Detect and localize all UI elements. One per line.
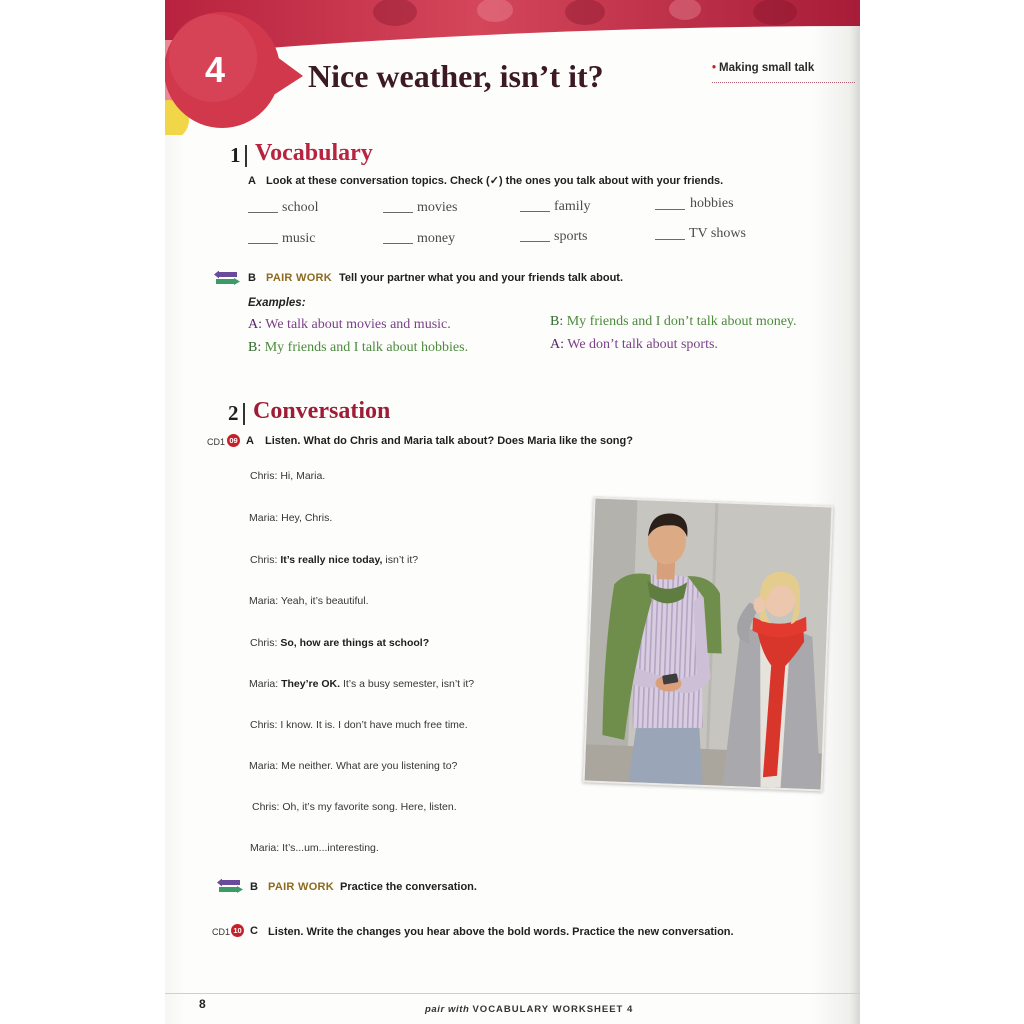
topic-item: movies <box>417 200 458 215</box>
answer-blank <box>248 243 278 244</box>
section-number-1: 1 <box>230 143 241 167</box>
photo-illustration <box>585 499 832 790</box>
dialog-line <box>249 512 332 524</box>
answer-blank <box>520 241 550 242</box>
example-text: We don’t talk about sports. <box>567 337 718 352</box>
banner-spot <box>753 0 797 25</box>
topic-item: family <box>554 199 591 214</box>
banner-spot <box>565 0 605 25</box>
worksheet-reference <box>425 1004 633 1016</box>
topic-bullet: • <box>712 62 717 74</box>
section-heading-vocabulary: Vocabulary <box>255 140 373 166</box>
answer-blank <box>655 209 685 210</box>
example-line <box>248 317 451 333</box>
dialog-text: Oh, it’s my favorite song. Here, listen. <box>282 801 457 813</box>
answer-blank <box>383 243 413 244</box>
pair-work-icon <box>216 879 244 894</box>
unit-title: Nice weather, isn’t it? <box>308 58 604 94</box>
conversation-instruction-c: Listen. Write the changes you hear above the bold words. Practice the new conversation. <box>268 926 734 938</box>
speaker-name: Chris: <box>250 637 278 649</box>
pair-work-label: PAIR WORK <box>266 272 333 284</box>
speaker-name: Maria: <box>249 678 279 690</box>
section-divider <box>243 403 245 425</box>
photo-chris-and-maria <box>583 496 834 791</box>
cd-label: CD1 <box>207 437 226 447</box>
example-line <box>248 340 468 356</box>
speaker-name: Chris: <box>252 801 280 813</box>
topic-tag-rule <box>712 82 855 83</box>
speaker-name: Chris: <box>250 719 278 731</box>
topic-label: Making small talk <box>719 62 815 74</box>
conversation-instruction-a: Listen. What do Chris and Maria talk about? Does Maria like the song? <box>265 435 633 447</box>
example-text: My friends and I talk about hobbies. <box>264 340 469 355</box>
speaker-name: Chris: <box>250 554 278 566</box>
pair-arrow-purple <box>217 879 240 887</box>
topic-item: sports <box>554 229 588 244</box>
example-speaker: B: <box>248 340 262 355</box>
unit-topic-tag <box>712 61 814 75</box>
example-text: My friends and I don’t talk about money. <box>566 314 797 329</box>
section-divider <box>245 145 247 167</box>
dialog-bold-text: They’re OK. <box>281 678 341 690</box>
vocabulary-instruction-b: Tell your partner what you and your friends talk about. <box>339 272 624 284</box>
speaker-name: Maria: <box>250 842 280 854</box>
speaker-name: Maria: <box>249 512 279 524</box>
pair-work-icon <box>213 271 241 286</box>
pair-with-label: pair with <box>425 1004 470 1015</box>
answer-blank <box>248 212 278 213</box>
dialog-line <box>250 637 429 649</box>
dialog-line <box>250 842 379 854</box>
dialog-line <box>250 554 418 566</box>
answer-blank <box>383 212 413 213</box>
dialog-text: Hey, Chris. <box>281 512 333 524</box>
track-badge: 09 <box>227 434 240 447</box>
unit-number: 4 <box>205 49 226 90</box>
pair-work-label: PAIR WORK <box>268 881 335 893</box>
dialog-line <box>249 595 369 607</box>
cd-label: CD1 <box>212 927 231 937</box>
example-speaker: A: <box>248 317 262 332</box>
dialog-bold-text: So, how are things at school? <box>280 637 430 649</box>
conversation-instruction-b: Practice the conversation. <box>340 881 477 893</box>
speaker-name: Maria: <box>249 595 279 607</box>
topic-item: music <box>282 231 316 246</box>
example-speaker: A: <box>550 337 564 352</box>
topic-item: money <box>417 231 456 246</box>
dialog-text: It’s...um...interesting. <box>282 842 379 854</box>
dialog-line <box>249 760 457 772</box>
dialog-bold-text: It’s really nice today, <box>280 554 383 566</box>
section-heading-conversation: Conversation <box>253 398 391 424</box>
dialog-text: I know. It is. I don’t have much free time. <box>280 719 468 731</box>
topic-item: TV shows <box>689 226 746 241</box>
footer-rule <box>165 993 860 994</box>
dialog-text: Yeah, it’s beautiful. <box>280 595 369 607</box>
dialog-text: It’s a busy semester, isn’t it? <box>342 678 475 690</box>
speaker-name: Chris: <box>250 470 278 482</box>
jeans <box>629 720 705 785</box>
vocabulary-instruction-a: Look at these conversation topics. Check (✓) the ones you talk about with your friends. <box>266 175 724 187</box>
answer-blank <box>655 239 685 240</box>
part-letter: A <box>246 435 254 447</box>
answer-blank <box>520 211 550 212</box>
topic-item: hobbies <box>690 196 734 211</box>
dialog-line <box>250 470 325 482</box>
dialog-line <box>250 719 468 731</box>
pair-arrow-purple <box>214 271 237 279</box>
pair-arrow-green <box>219 886 243 893</box>
section-number-2: 2 <box>228 401 239 425</box>
page-number: 8 <box>199 997 206 1011</box>
part-letter: B <box>248 272 256 284</box>
example-line <box>550 337 718 353</box>
example-line <box>550 314 797 330</box>
examples-label: Examples: <box>248 297 306 309</box>
worksheet-name: VOCABULARY WORKSHEET 4 <box>472 1004 634 1015</box>
dialog-line <box>252 801 457 813</box>
dialog-text: Me neither. What are you listening to? <box>281 760 458 772</box>
part-letter: B <box>250 881 258 893</box>
example-text: We talk about movies and music. <box>265 317 451 332</box>
part-letter: A <box>248 175 256 187</box>
example-speaker: B: <box>550 314 564 329</box>
topic-item: school <box>282 200 319 215</box>
dialog-line <box>249 678 474 690</box>
part-letter: C <box>250 925 258 937</box>
track-badge: 10 <box>231 924 244 937</box>
pair-arrow-green <box>216 278 240 285</box>
dialog-text: isn’t it? <box>385 554 419 566</box>
dialog-text: Hi, Maria. <box>280 470 326 482</box>
speaker-name: Maria: <box>249 760 279 772</box>
